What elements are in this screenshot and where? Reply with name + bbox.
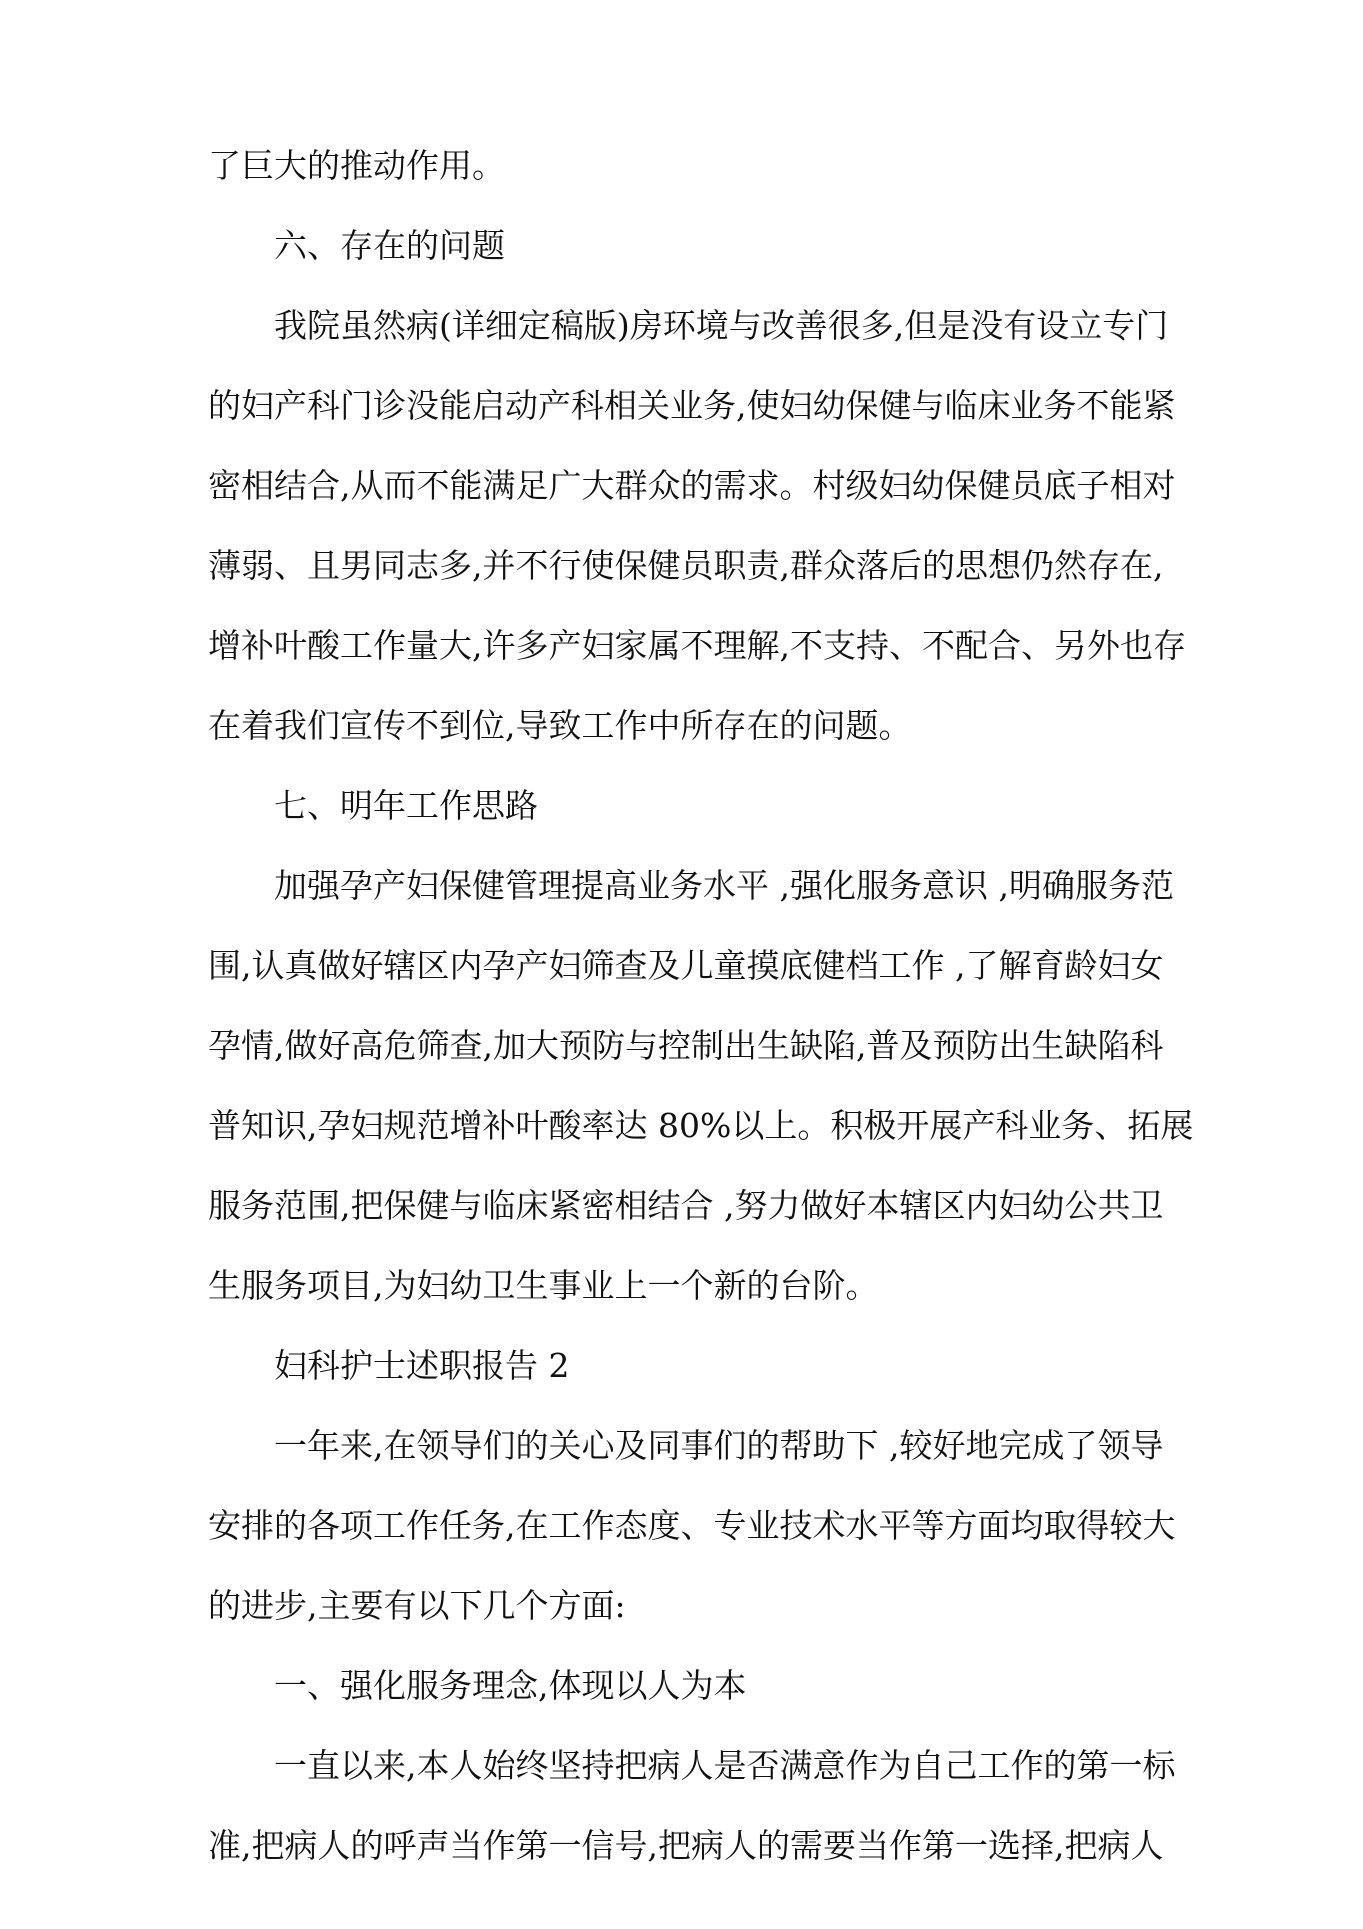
text-line: 加强孕产妇保健管理提高业务水平 ,强化服务意识 ,明确服务范 xyxy=(274,866,1174,905)
text-line: 安排的各项工作任务,在工作态度、专业技术水平等方面均取得较大 xyxy=(208,1506,1176,1545)
text-line: 围,认真做好辖区内孕产妇筛查及儿童摸底健档工作 ,了解育龄妇女 xyxy=(208,946,1164,985)
text-line: 生服务项目,为妇幼卫生事业上一个新的台阶。 xyxy=(208,1266,879,1305)
text-line: 的妇产科门诊没能启动产科相关业务,使妇幼保健与临床业务不能紧 xyxy=(208,386,1176,425)
section-heading: 一、强化服务理念,体现以人为本 xyxy=(274,1666,747,1705)
text-line: 薄弱、且男同志多,并不行使保健员职责,群众落后的思想仍然存在, xyxy=(208,546,1164,585)
text-line: 我院虽然病(详细定稿版)房环境与改善很多,但是没有设立专门 xyxy=(274,306,1169,345)
text-line: 增补叶酸工作量大,许多产妇家属不理解,不支持、不配合、另外也存 xyxy=(208,626,1186,665)
text-line: 一直以来,本人始终坚持把病人是否满意作为自己工作的第一标 xyxy=(274,1746,1176,1785)
text-line: 的进步,主要有以下几个方面: xyxy=(208,1586,626,1625)
text-line: 孕情,做好高危筛查,加大预防与控制出生缺陷,普及预防出生缺陷科 xyxy=(208,1026,1164,1065)
text-line: 了巨大的推动作用。 xyxy=(208,146,505,185)
text-line: 一年来,在领导们的关心及同事们的帮助下 ,较好地完成了领导 xyxy=(274,1426,1164,1465)
report-title: 妇科护士述职报告 2 xyxy=(274,1346,570,1385)
text-line: 密相结合,从而不能满足广大群众的需求。村级妇幼保健员底子相对 xyxy=(208,466,1176,505)
text-line: 在着我们宣传不到位,导致工作中所存在的问题。 xyxy=(208,706,912,745)
section-heading: 七、明年工作思路 xyxy=(274,786,538,825)
text-line: 准,把病人的呼声当作第一信号,把病人的需要当作第一选择,把病人 xyxy=(208,1826,1164,1865)
text-line: 普知识,孕妇规范增补叶酸率达 80%以上。积极开展产科业务、拓展 xyxy=(208,1106,1194,1145)
text-line: 服务范围,把保健与临床紧密相结合 ,努力做好本辖区内妇幼公共卫 xyxy=(208,1186,1164,1225)
section-heading: 六、存在的问题 xyxy=(274,226,505,265)
